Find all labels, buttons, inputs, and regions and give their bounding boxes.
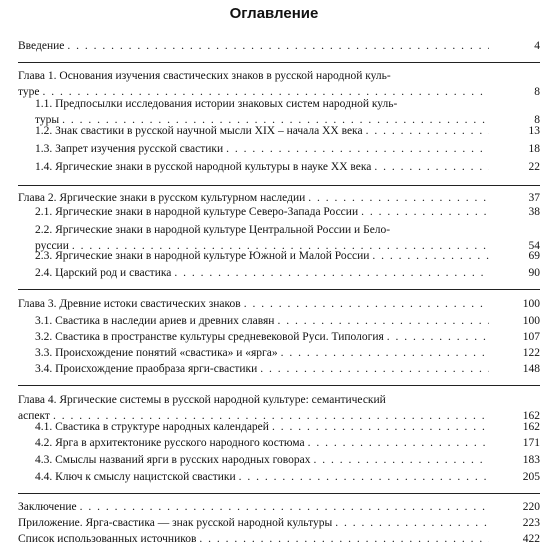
dot-leader xyxy=(244,298,489,311)
toc-page-number: 162 xyxy=(522,410,540,422)
toc-page-number: 13 xyxy=(528,125,540,137)
toc-entry-title: Список использованных источников xyxy=(18,533,197,545)
dot-leader xyxy=(308,192,489,205)
toc-page-number: 4 xyxy=(534,40,540,52)
toc-entry-title: 3.3. Происхождение понятий «свастика» и «ярга» xyxy=(35,347,278,359)
toc-page-number: 422 xyxy=(522,533,540,545)
toc-entry-title: 1.2. Знак свастики в русской научной мысли XIX – начала XX века xyxy=(35,125,363,137)
dot-leader xyxy=(174,267,489,280)
toc-entry-title: туры xyxy=(35,114,60,126)
section-divider xyxy=(18,185,540,186)
toc-entry-title: 3.1. Свастика в наследии ариев и древних славян xyxy=(35,315,275,327)
toc-page-number: 90 xyxy=(528,267,540,279)
toc-page-number: 54 xyxy=(528,240,540,252)
toc-page-number: 37 xyxy=(528,192,540,204)
dot-leader xyxy=(281,347,489,360)
toc-page-number: 69 xyxy=(528,250,540,262)
toc-entry-title: туре xyxy=(18,86,40,98)
toc-page-number: 223 xyxy=(522,517,540,529)
toc-page-number: 100 xyxy=(522,315,540,327)
toc-entry-title: 4.4. Ключ к смыслу нацистской свастики xyxy=(35,471,236,483)
toc-page-number: 220 xyxy=(522,501,540,513)
section-divider xyxy=(18,385,540,386)
toc-page-number: 38 xyxy=(528,206,540,218)
toc-entry-title: Приложение. Ярга-свастика — знак русской народной культуры xyxy=(18,517,333,529)
toc-entry-title: 4.1. Свастика в структуре народных календарей xyxy=(35,421,269,433)
toc-page-number: 8 xyxy=(534,114,540,126)
toc-entry-title: 4.2. Ярга в архитектонике русского народного костюма xyxy=(35,437,305,449)
dot-leader xyxy=(226,143,489,156)
toc-page-number: 162 xyxy=(522,421,540,433)
toc-entry-title-line: 2.2. Яргические знаки в народной культуре Центральной России и Бело- xyxy=(35,224,391,236)
toc-page-number: 183 xyxy=(522,454,540,466)
dot-leader xyxy=(277,315,489,328)
toc-entry-title-line: Глава 1. Основания изучения свастических знаков в русской народной куль- xyxy=(18,70,391,82)
toc-entry-title: Глава 3. Древние истоки свастических знаков xyxy=(18,298,241,310)
toc-entry-title: 1.3. Запрет изучения русской свастики xyxy=(35,143,224,155)
dot-leader xyxy=(387,331,489,344)
toc-page-number: 8 xyxy=(534,86,540,98)
dot-leader xyxy=(313,454,489,467)
dot-leader xyxy=(260,363,489,376)
toc-entry-title: Глава 2. Яргические знаки в русском культурном наследии xyxy=(18,192,306,204)
toc-page-number: 122 xyxy=(522,347,540,359)
toc-entry-title: 2.1. Яргические знаки в народной культуре Северо-Запада России xyxy=(35,206,359,218)
dot-leader xyxy=(308,437,489,450)
dot-leader xyxy=(67,40,489,53)
dot-leader xyxy=(361,206,489,219)
toc-page-number: 18 xyxy=(528,143,540,155)
toc-entry-title: 2.3. Яргические знаки в народной культуре Южной и Малой России xyxy=(35,250,370,262)
toc-entry-title: 1.4. Яргические знаки в русской народной культуры в науке XX века xyxy=(35,161,372,173)
toc-page-number: 148 xyxy=(522,363,540,375)
toc-page-number: 107 xyxy=(522,331,540,343)
dot-leader xyxy=(272,421,489,434)
section-divider xyxy=(18,62,540,63)
section-divider xyxy=(18,289,540,290)
toc-page-number: 100 xyxy=(522,298,540,310)
toc-page-number: 205 xyxy=(522,471,540,483)
toc-entry-title: Введение xyxy=(18,40,65,52)
toc-entry-title: 3.2. Свастика в пространстве культуры средневековой Руси. Типология xyxy=(35,331,384,343)
section-divider xyxy=(18,493,540,494)
toc-entry-title: 4.3. Смыслы названий ярги в русских народных говорах xyxy=(35,454,311,466)
page-title: Оглавление xyxy=(229,5,319,22)
toc-entry-title: 2.4. Царский род и свастика xyxy=(35,267,172,279)
toc-entry-title-line: Глава 4. Яргические системы в русской народной культуре: семантический xyxy=(18,394,386,406)
dot-leader xyxy=(199,533,489,546)
dot-leader xyxy=(366,125,489,138)
toc-entry-title: руссии xyxy=(35,240,69,252)
dot-leader xyxy=(335,517,489,530)
toc-page-number: 22 xyxy=(528,161,540,173)
toc-entry-title: Заключение xyxy=(18,501,77,513)
dot-leader xyxy=(239,471,489,484)
dot-leader xyxy=(80,501,489,514)
toc-entry-title: аспект xyxy=(18,410,50,422)
toc-entry-title: 3.4. Происхождение праобраза ярги-свастики xyxy=(35,363,258,375)
dot-leader xyxy=(372,250,489,263)
dot-leader xyxy=(374,161,489,174)
toc-page-number: 171 xyxy=(522,437,540,449)
toc-entry-title-line: 1.1. Предпосылки исследования истории знаковых систем народной куль- xyxy=(35,98,398,110)
